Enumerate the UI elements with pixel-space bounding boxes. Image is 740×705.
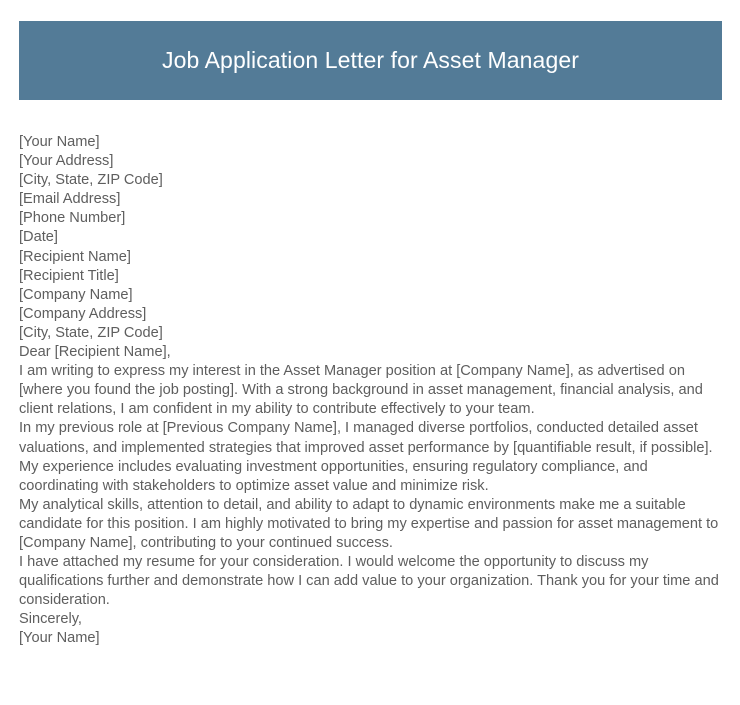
closing-salutation: Sincerely,: [19, 611, 82, 628]
sender-phone-line: [Phone Number]: [19, 210, 126, 227]
recipient-company-line: [Company Name]: [19, 286, 133, 303]
signature-name: [Your Name]: [19, 630, 100, 647]
letter-body: [19, 133, 723, 649]
document-header-banner: [19, 21, 722, 100]
letter-paragraph-closing: I have attached my resume for your consideration. I would welcome the opportunity to discuss my qualifications further and demonstrate how I can add value to your organization. Thank you for your time and consideration.: [19, 554, 719, 609]
sender-name-line: [Your Name]: [19, 134, 100, 150]
recipient-address-line: [Company Address]: [19, 305, 147, 322]
sender-address-line: [Your Address]: [19, 153, 114, 170]
salutation-line: Dear [Recipient Name],: [19, 344, 171, 361]
sender-email-line: [Email Address]: [19, 191, 121, 208]
letter-paragraph-experience: In my previous role at [Previous Company Name], I managed diverse portfolios, conducted detailed asset valuations, and implemented strategies that improved asset performance by [quantifiable result, if possible]. My experience includes evaluating investment opportunities, ensuring regulatory compliance, and coordinating with stakeholders to optimize asset value and minimize risk.: [19, 420, 713, 494]
recipient-city-line: [City, State, ZIP Code]: [19, 324, 163, 341]
recipient-name-line: [Recipient Name]: [19, 248, 131, 265]
sender-city-line: [City, State, ZIP Code]: [19, 172, 163, 189]
page-title: Job Application Letter for Asset Manager: [162, 46, 579, 73]
recipient-title-line: [Recipient Title]: [19, 267, 119, 284]
letter-paragraph-intro: I am writing to express my interest in the Asset Manager position at [Company Name], as advertised on [where you found the job posting]. With a strong background in asset management, financial analysis, and client relations, I am confident in my ability to contribute effectively to your team.: [19, 363, 703, 418]
date-line: [Date]: [19, 229, 58, 246]
letter-paragraph-skills: My analytical skills, attention to detail, and ability to adapt to dynamic environments make me a suitable candidate for this position. I am highly motivated to bring my expertise and passion for asset management to [Company Name], contributing to your continued success.: [19, 496, 719, 551]
